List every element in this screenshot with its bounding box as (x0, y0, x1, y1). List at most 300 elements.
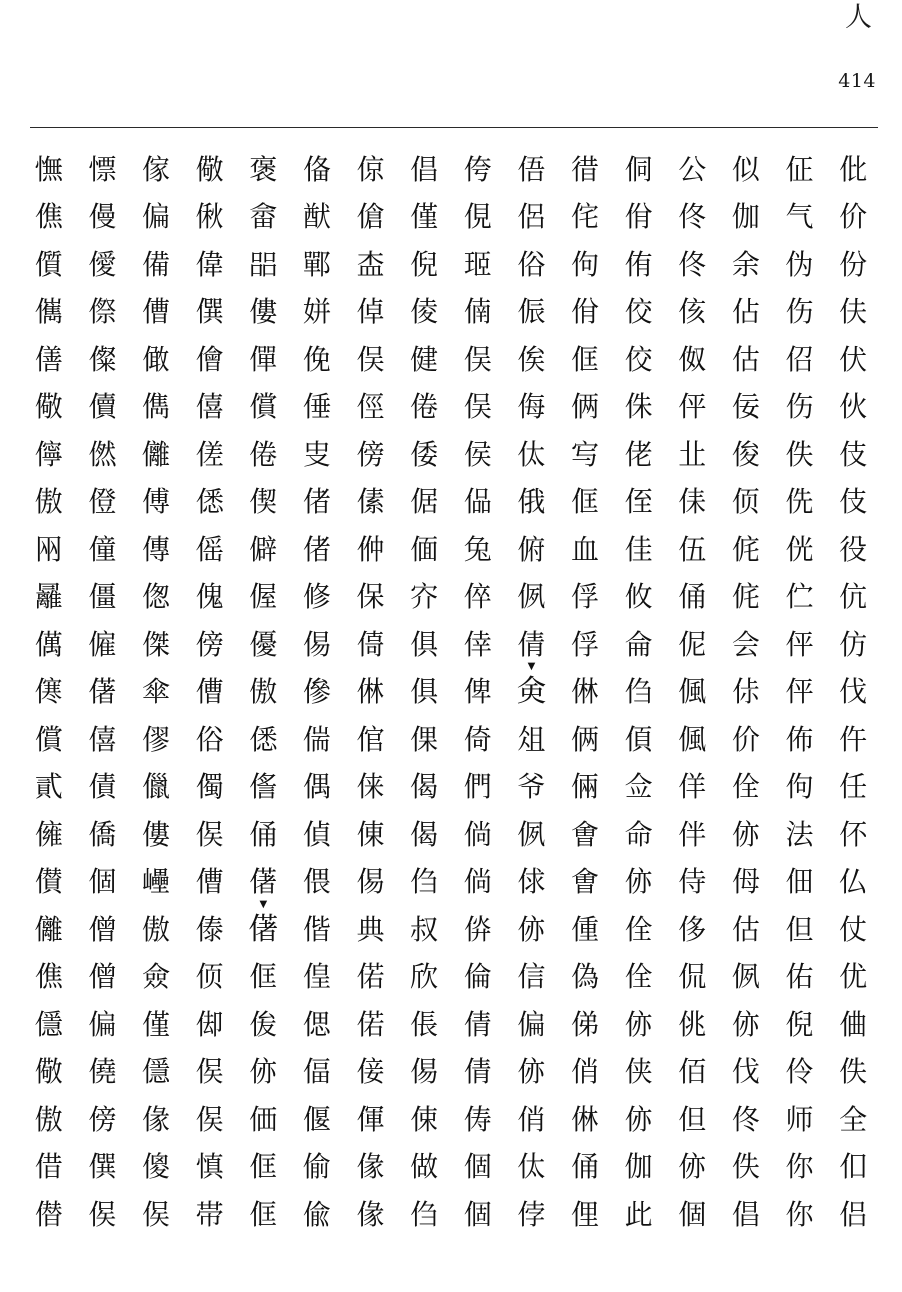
character-cell[interactable]: 㠥 (142, 865, 171, 899)
character-cell[interactable]: 佼 (624, 342, 653, 376)
character-cell[interactable]: 僂 (249, 295, 278, 329)
character-cell[interactable]: 倅 (463, 580, 492, 614)
character-cell[interactable]: 倌 (356, 722, 385, 756)
character-cell[interactable]: 㑍 (678, 485, 707, 519)
character-cell[interactable]: 借 (34, 1150, 63, 1184)
character-cell[interactable]: 伻 (785, 627, 814, 661)
character-cell[interactable]: 俄 (517, 485, 546, 519)
character-cell[interactable]: 僧 (88, 912, 117, 946)
character-cell[interactable]: 侗 (624, 152, 653, 186)
character-cell[interactable]: 伏 (839, 342, 868, 376)
character-cell[interactable]: 㗊 (249, 247, 278, 281)
character-cell[interactable]: 偌 (356, 960, 385, 994)
character-cell[interactable]: 倞 (356, 152, 385, 186)
character-cell[interactable]: 偑 (678, 675, 707, 709)
character-cell[interactable]: 傲 (249, 675, 278, 709)
character-cell[interactable]: 爷 (517, 770, 546, 804)
character-cell[interactable]: 㑊 (624, 1007, 653, 1041)
character-cell[interactable]: 师 (785, 1102, 814, 1136)
character-cell[interactable]: 你 (785, 1197, 814, 1231)
character-cell[interactable]: 償 (34, 722, 63, 756)
character-cell[interactable]: 倨 (410, 485, 439, 519)
character-cell[interactable]: 估 (731, 912, 760, 946)
character-cell[interactable]: 傅 (142, 485, 171, 519)
character-cell[interactable]: 伻 (678, 390, 707, 424)
character-cell[interactable]: 余 (731, 247, 760, 281)
character-cell[interactable]: 侘 (571, 200, 600, 234)
character-cell[interactable]: 倚 (463, 722, 492, 756)
character-cell[interactable]: 偽 (571, 960, 600, 994)
character-cell[interactable]: 鄲 (302, 247, 331, 281)
character-cell[interactable]: 倦 (410, 390, 439, 424)
character-cell[interactable]: 們 (463, 770, 492, 804)
character-cell[interactable]: 法 (785, 817, 814, 851)
character-cell[interactable]: 㑥 (410, 1055, 439, 1089)
character-cell[interactable]: 佟 (678, 200, 707, 234)
character-cell[interactable]: 倮 (410, 722, 439, 756)
character-cell[interactable]: 偎 (302, 865, 331, 899)
character-cell[interactable]: 你 (785, 1150, 814, 1184)
character-cell[interactable]: 佚 (731, 1150, 760, 1184)
character-cell[interactable]: 傮 (195, 865, 224, 899)
character-cell[interactable]: 佋 (785, 342, 814, 376)
character-cell[interactable]: 佻 (678, 1007, 707, 1041)
character-cell[interactable]: 㑯 (624, 722, 653, 756)
character-cell[interactable]: 倡 (410, 152, 439, 186)
character-cell[interactable]: 伶 (785, 1055, 814, 1089)
character-cell[interactable]: 俟 (517, 342, 546, 376)
character-cell[interactable]: 仏 (839, 865, 868, 899)
character-cell[interactable]: 儧 (34, 865, 63, 899)
character-cell[interactable]: 㑉 (517, 817, 546, 851)
character-cell[interactable]: 㑨 (142, 1197, 171, 1231)
character-cell[interactable]: 傘 (142, 675, 171, 709)
character-cell[interactable]: 儥 (88, 390, 117, 424)
character-cell[interactable]: 侍 (678, 865, 707, 899)
character-cell[interactable]: 僖 (195, 390, 224, 424)
character-cell[interactable]: 俯 (517, 532, 546, 566)
character-cell[interactable]: 伻 (785, 675, 814, 709)
character-cell[interactable]: 㑇 (410, 1197, 439, 1231)
character-cell[interactable]: 倘 (463, 865, 492, 899)
character-cell[interactable]: 俊 (731, 437, 760, 471)
character-cell[interactable]: 俚 (571, 1197, 600, 1231)
character-cell[interactable]: 欣 (410, 960, 439, 994)
character-cell[interactable]: 俱 (410, 675, 439, 709)
character-cell[interactable]: 倩 (463, 1055, 492, 1089)
character-cell[interactable]: 但 (785, 912, 814, 946)
character-cell[interactable]: 僮 (88, 532, 117, 566)
character-cell[interactable]: 㑇 (410, 865, 439, 899)
character-cell[interactable]: 偪 (302, 1055, 331, 1089)
character-cell[interactable]: 修 (302, 580, 331, 614)
character-cell[interactable]: 俗 (195, 722, 224, 756)
character-cell[interactable]: 伪 (785, 247, 814, 281)
character-cell[interactable]: 㑸 (356, 627, 385, 661)
character-cell[interactable]: 会 (731, 627, 760, 661)
character-cell[interactable]: 㑥 (302, 627, 331, 661)
character-cell[interactable]: 俱 (410, 627, 439, 661)
character-cell[interactable]: 㑰 (142, 1102, 171, 1136)
character-cell[interactable]: 侂 (731, 580, 760, 614)
character-cell[interactable]: 偸 (302, 1197, 331, 1231)
character-cell[interactable]: 侲 (517, 295, 546, 329)
character-cell[interactable]: 俏 (517, 1102, 546, 1136)
character-cell[interactable]: 俾 (463, 675, 492, 709)
character-cell[interactable]: 僇 (142, 722, 171, 756)
character-cell[interactable]: 俫 (356, 770, 385, 804)
character-cell[interactable]: 僬 (34, 960, 63, 994)
character-cell[interactable]: 信 (517, 960, 546, 994)
character-cell[interactable]: 伉 (839, 580, 868, 614)
character-cell[interactable]: 侈 (678, 912, 707, 946)
character-cell[interactable]: 㑰 (356, 1197, 385, 1231)
character-cell[interactable]: 徣 (571, 152, 600, 186)
character-cell[interactable]: 偃 (302, 1102, 331, 1136)
character-cell[interactable]: 儆 (195, 152, 224, 186)
character-cell[interactable]: 㑊 (624, 1102, 653, 1136)
character-cell[interactable]: 倡 (731, 1197, 760, 1231)
character-cell[interactable]: 俑 (678, 580, 707, 614)
character-cell[interactable]: 佝 (571, 247, 600, 281)
character-cell[interactable]: 僜 (88, 485, 117, 519)
character-cell[interactable]: 伴 (678, 817, 707, 851)
character-cell[interactable]: 仵 (839, 722, 868, 756)
character-cell[interactable]: 僁 (249, 722, 278, 756)
character-cell[interactable]: 侉 (463, 152, 492, 186)
character-cell[interactable]: 倭 (410, 437, 439, 471)
character-cell[interactable]: 俏 (571, 1055, 600, 1089)
character-cell[interactable]: 俉 (517, 152, 546, 186)
character-cell[interactable]: 伓 (839, 817, 868, 851)
character-cell[interactable]: 貳 (34, 770, 63, 804)
character-cell[interactable]: 儠 (142, 770, 171, 804)
character-cell[interactable]: 㑣 (356, 675, 385, 709)
character-cell[interactable]: 㑞 (463, 912, 492, 946)
character-cell[interactable]: 偏 (517, 1007, 546, 1041)
character-cell[interactable]: 俤 (571, 1007, 600, 1041)
character-cell[interactable]: 做 (410, 1150, 439, 1184)
character-cell[interactable]: 㒿 (34, 580, 63, 614)
character-cell[interactable]: 㑹 (571, 817, 600, 851)
character-cell[interactable]: 侼 (517, 1197, 546, 1231)
character-cell[interactable]: 倘 (463, 817, 492, 851)
character-cell[interactable]: 伙 (839, 390, 868, 424)
character-cell[interactable]: 㒄 (88, 437, 117, 471)
character-cell[interactable]: 侅 (678, 295, 707, 329)
character-cell[interactable]: 侊 (785, 532, 814, 566)
character-cell[interactable]: 侁 (785, 485, 814, 519)
character-cell[interactable]: 㑉 (731, 960, 760, 994)
character-cell[interactable]: 個 (463, 1150, 492, 1184)
character-cell[interactable]: 㑊 (249, 1055, 278, 1089)
character-cell[interactable]: 价 (731, 722, 760, 756)
character-cell[interactable]: 傢 (142, 152, 171, 186)
character-cell[interactable]: 㑌 (249, 1197, 278, 1231)
character-cell[interactable]: 佟 (678, 247, 707, 281)
character-cell[interactable]: 僉 (142, 960, 171, 994)
character-cell[interactable]: 㑨 (195, 817, 224, 851)
character-cell[interactable]: 儆 (34, 390, 63, 424)
character-cell[interactable]: 俣 (463, 390, 492, 424)
character-cell[interactable]: 㑨 (195, 1102, 224, 1136)
character-cell[interactable]: 傃 (356, 485, 385, 519)
character-cell[interactable]: 㐀 (678, 437, 707, 471)
character-cell[interactable]: 憮 (34, 152, 63, 186)
character-cell[interactable]: 侠 (624, 1055, 653, 1089)
character-cell[interactable]: 備 (142, 247, 171, 281)
character-cell[interactable]: 偈 (410, 770, 439, 804)
character-cell[interactable]: 偌 (356, 1007, 385, 1041)
character-cell[interactable]: 㑛 (410, 1102, 439, 1136)
character-cell[interactable]: 傮 (195, 675, 224, 709)
character-cell[interactable]: 佂 (785, 152, 814, 186)
character-cell[interactable]: 伐 (839, 675, 868, 709)
character-cell[interactable]: 傳 (142, 532, 171, 566)
character-cell[interactable]: 保 (356, 580, 385, 614)
character-cell[interactable]: 倖 (463, 627, 492, 661)
character-cell[interactable]: 俘 (571, 627, 600, 661)
character-cell[interactable]: 㑢 (195, 1007, 224, 1041)
character-cell[interactable]: 僤 (249, 342, 278, 376)
character-cell[interactable]: 似 (731, 152, 760, 186)
character-cell[interactable]: 僻 (249, 532, 278, 566)
character-cell[interactable]: 㑰 (356, 1150, 385, 1184)
character-cell[interactable]: 僑 (88, 817, 117, 851)
character-cell[interactable]: 傖 (356, 200, 385, 234)
character-cell[interactable]: 佃 (785, 865, 814, 899)
character-cell[interactable]: 㑐 (731, 675, 760, 709)
character-cell[interactable]: 役 (839, 532, 868, 566)
character-cell[interactable]: 僁 (195, 485, 224, 519)
character-cell[interactable]: 佥 (624, 770, 653, 804)
character-cell[interactable]: 僎 (88, 1150, 117, 1184)
character-cell[interactable]: 僂 (142, 817, 171, 851)
character-cell[interactable]: 偏 (142, 200, 171, 234)
character-cell[interactable]: 偬 (142, 580, 171, 614)
character-cell[interactable]: 㑨 (88, 1197, 117, 1231)
character-cell[interactable]: 佈 (785, 722, 814, 756)
character-cell[interactable]: 㑊 (731, 817, 760, 851)
character-cell[interactable]: 㑊 (731, 1007, 760, 1041)
character-cell[interactable]: 佝 (785, 770, 814, 804)
character-cell[interactable]: 俎 (517, 722, 546, 756)
character-cell[interactable]: 俅 (517, 865, 546, 899)
character-cell[interactable]: 傀 (195, 580, 224, 614)
character-cell[interactable]: 僥 (88, 1055, 117, 1089)
character-cell[interactable]: 偢 (195, 200, 224, 234)
character-cell[interactable]: 㑥 (356, 865, 385, 899)
character-cell[interactable]: 偭 (410, 532, 439, 566)
character-cell[interactable]: 俑 (571, 1150, 600, 1184)
character-cell[interactable]: 個 (463, 1197, 492, 1231)
character-cell[interactable]: 侶 (517, 200, 546, 234)
character-cell[interactable]: 傪 (302, 675, 331, 709)
character-cell[interactable]: 慎 (195, 1150, 224, 1184)
character-cell[interactable]: 偈 (410, 817, 439, 851)
character-cell[interactable]: 偟 (302, 960, 331, 994)
character-cell[interactable]: 俔 (463, 200, 492, 234)
character-cell[interactable]: 倩 (463, 1007, 492, 1041)
character-cell[interactable]: 兔 (463, 532, 492, 566)
character-cell[interactable]: 伤 (785, 390, 814, 424)
character-cell[interactable]: 佺 (731, 770, 760, 804)
character-cell[interactable]: 倲 (356, 817, 385, 851)
character-cell[interactable]: 褒 (249, 152, 278, 186)
character-cell[interactable]: 儏 (88, 342, 117, 376)
character-cell[interactable]: 仳 (839, 152, 868, 186)
character-cell[interactable]: 㐰 (839, 1150, 868, 1184)
character-cell[interactable]: 公 (678, 152, 707, 186)
character-cell[interactable]: 僧 (88, 960, 117, 994)
character-cell[interactable]: 侖 (624, 627, 653, 661)
character-cell[interactable]: 倦 (249, 437, 278, 471)
character-cell[interactable]: 㒚 (142, 1055, 171, 1089)
character-cell[interactable]: 㑊 (517, 1055, 546, 1089)
character-cell[interactable]: 㑨 (195, 1055, 224, 1089)
character-cell[interactable]: 此 (624, 1197, 653, 1231)
character-cell[interactable]: 個 (678, 1197, 707, 1231)
character-cell[interactable]: 㒈 (142, 342, 171, 376)
character-cell[interactable]: 㑋 (839, 1007, 868, 1041)
character-cell[interactable]: 傣 (195, 912, 224, 946)
character-cell[interactable]: 伽 (624, 1150, 653, 1184)
character-cell[interactable]: 㑉 (517, 580, 546, 614)
character-cell[interactable]: 慓 (88, 152, 117, 186)
character-cell[interactable]: 傻 (142, 1150, 171, 1184)
character-cell[interactable]: 僱 (88, 627, 117, 661)
character-cell[interactable]: 償 (249, 390, 278, 424)
character-cell[interactable]: 佾 (624, 200, 653, 234)
character-cell[interactable]: 㑔 (195, 960, 224, 994)
character-cell[interactable]: 㑌 (249, 960, 278, 994)
character-cell[interactable]: 儆 (34, 1055, 63, 1089)
character-cell[interactable]: 㑓 (249, 1007, 278, 1041)
character-cell[interactable]: 偰 (249, 485, 278, 519)
character-cell[interactable]: 㒂 (88, 675, 117, 709)
character-cell[interactable]: 佰 (678, 1055, 707, 1089)
character-cell[interactable]: 俣 (463, 342, 492, 376)
character-cell[interactable]: 儨 (34, 247, 63, 281)
character-cell[interactable]: 侏 (624, 390, 653, 424)
character-cell[interactable]: 㑇 (624, 675, 653, 709)
character-cell[interactable]: 㒂 (249, 865, 278, 899)
character-cell[interactable]: 俣 (356, 342, 385, 376)
character-cell[interactable]: 伲 (678, 627, 707, 661)
character-cell[interactable]: 㒔 (195, 770, 224, 804)
character-cell[interactable]: 佞 (731, 390, 760, 424)
character-cell[interactable]: 偷 (302, 1150, 331, 1184)
character-cell[interactable]: 份 (839, 247, 868, 281)
character-cell[interactable]: 偖 (302, 485, 331, 519)
character-cell[interactable]: 僵 (88, 580, 117, 614)
character-cell[interactable]: 倬 (356, 295, 385, 329)
character-cell[interactable]: 佼 (624, 295, 653, 329)
character-cell[interactable]: 傺 (88, 295, 117, 329)
character-cell[interactable]: 任 (839, 770, 868, 804)
character-cell[interactable]: 倪 (785, 1007, 814, 1041)
character-cell[interactable]: 帯 (195, 1197, 224, 1231)
character-cell[interactable]: 㒕 (34, 817, 63, 851)
character-cell[interactable]: 優 (249, 627, 278, 661)
character-cell[interactable]: 偕 (302, 912, 331, 946)
character-cell[interactable]: 㑣 (571, 675, 600, 709)
character-cell[interactable]: 血 (571, 532, 600, 566)
character-cell[interactable]: 僅 (142, 1007, 171, 1041)
character-cell[interactable]: 侂 (731, 532, 760, 566)
character-cell[interactable]: 侄 (624, 485, 653, 519)
character-cell[interactable]: 㒞 (34, 295, 63, 329)
character-cell[interactable]: 㑄 (731, 865, 760, 899)
character-cell[interactable]: 侯 (463, 437, 492, 471)
character-cell[interactable]: 佚 (785, 437, 814, 471)
character-cell[interactable]: 㑣 (571, 1102, 600, 1136)
character-cell[interactable]: 气 (785, 200, 814, 234)
character-cell[interactable]: 価 (249, 1102, 278, 1136)
character-cell[interactable]: 傜 (195, 532, 224, 566)
character-cell[interactable]: 㝍 (571, 437, 600, 471)
character-cell[interactable]: 僬 (34, 200, 63, 234)
character-cell[interactable]: 估 (731, 342, 760, 376)
character-cell[interactable]: 㒧 (142, 437, 171, 471)
character-cell[interactable]: 㒳 (34, 532, 63, 566)
character-cell[interactable]: 㑊 (517, 912, 546, 946)
character-cell[interactable]: 㒧 (34, 912, 63, 946)
character-cell[interactable]: 㑹 (571, 865, 600, 899)
character-cell[interactable]: 仿 (839, 627, 868, 661)
character-cell[interactable]: 侮 (517, 390, 546, 424)
character-cell[interactable]: 俩 (571, 390, 600, 424)
character-cell[interactable]: 俻 (302, 152, 331, 186)
character-cell[interactable]: 㑀 (517, 437, 546, 471)
character-cell[interactable]: 㒏 (34, 675, 63, 709)
character-cell[interactable]: 㑀 (517, 1150, 546, 1184)
character-cell[interactable]: 偶 (302, 770, 331, 804)
character-cell[interactable]: 价 (839, 200, 868, 234)
character-cell[interactable]: 倩 (517, 627, 546, 661)
character-cell[interactable]: 猷 (302, 200, 331, 234)
character-cell[interactable]: 偳 (302, 722, 331, 756)
character-cell[interactable]: 佑 (785, 960, 814, 994)
character-cell[interactable]: 全 (839, 1102, 868, 1136)
character-cell[interactable]: 佔 (731, 295, 760, 329)
character-cell[interactable]: 㝏 (410, 580, 439, 614)
character-cell[interactable]: 伫 (785, 580, 814, 614)
character-cell[interactable]: 偉 (195, 247, 224, 281)
character-cell[interactable]: 傲 (34, 1102, 63, 1136)
character-cell[interactable]: 㑌 (571, 342, 600, 376)
character-cell[interactable]: 倰 (410, 295, 439, 329)
character-cell[interactable]: 傍 (195, 627, 224, 661)
character-cell[interactable]: ▼ 㒂 (237, 915, 291, 945)
character-cell[interactable]: 典 (356, 912, 385, 946)
character-cell[interactable]: 㕜 (302, 437, 331, 471)
character-cell[interactable]: 佯 (678, 770, 707, 804)
character-cell[interactable]: 伎 (839, 437, 868, 471)
character-cell[interactable]: 㑊 (624, 865, 653, 899)
character-cell[interactable]: 㑌 (571, 485, 600, 519)
character-cell[interactable]: 仗 (839, 912, 868, 946)
character-cell[interactable]: 俑 (249, 817, 278, 851)
character-cell[interactable]: 㺿 (463, 247, 492, 281)
character-cell[interactable]: 傑 (142, 627, 171, 661)
character-cell[interactable]: 偵 (302, 817, 331, 851)
character-cell[interactable]: 㒚 (34, 1007, 63, 1041)
character-cell[interactable]: 佟 (731, 1102, 760, 1136)
character-cell[interactable]: 伽 (731, 200, 760, 234)
character-cell[interactable]: 但 (678, 1102, 707, 1136)
character-cell[interactable]: 傲 (142, 912, 171, 946)
